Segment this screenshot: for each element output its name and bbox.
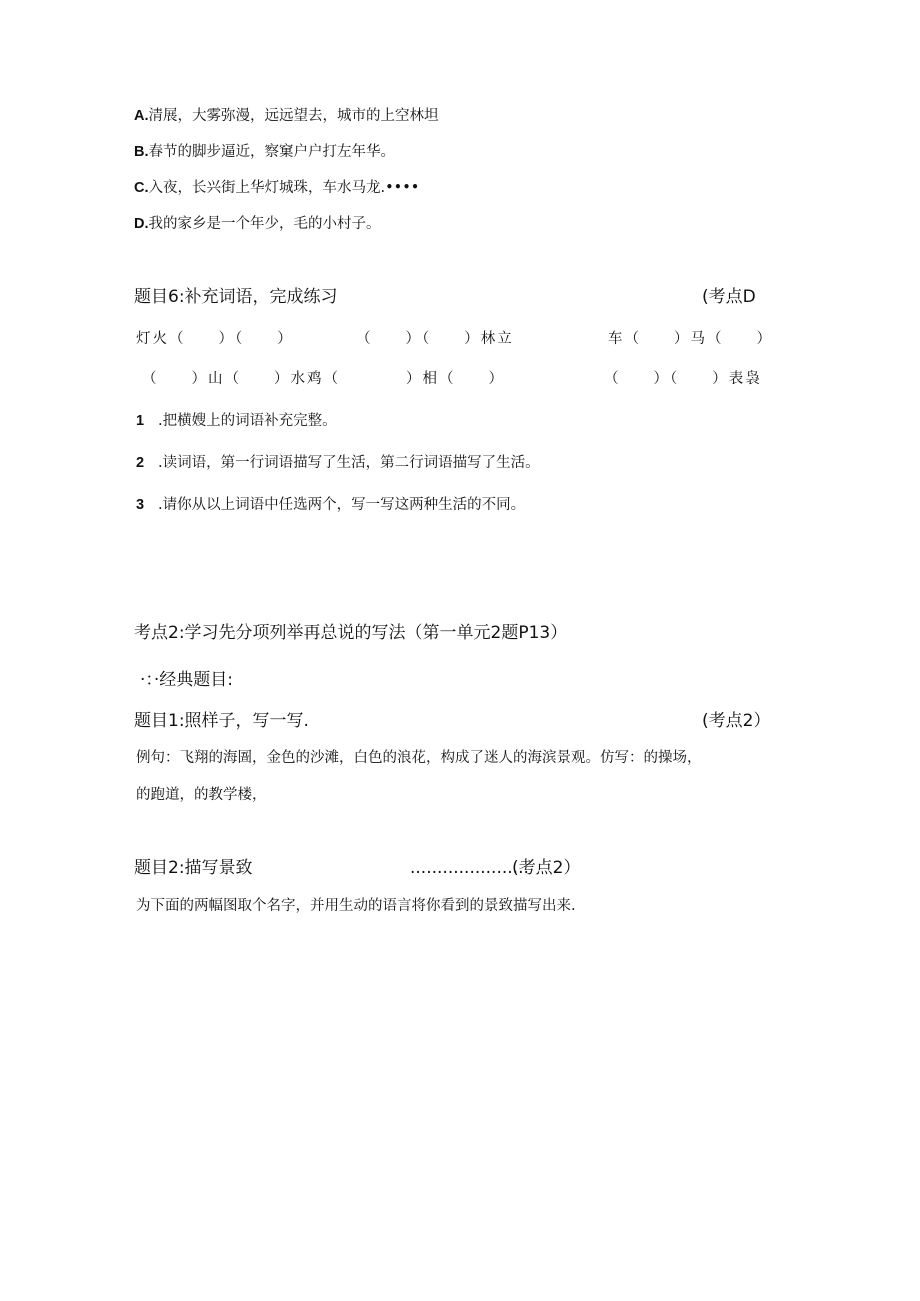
q6-task-2-num: 2	[136, 455, 145, 471]
q6-row2-group1: （ ）山（ ）水鸡（ ）相（ ）	[142, 371, 505, 387]
q2-instruction: 为下面的两幅图取个名字，并用生动的语言将你看到的景致描写出来.	[136, 898, 576, 914]
kp2-title: 考点2:学习先分项列举再总说的写法（第一单元2题P13）	[134, 623, 568, 643]
q6-row1-group3: 车（ ）马（ ）	[608, 331, 773, 347]
q1-example-line2: 的跑道，的教学楼，	[136, 787, 267, 803]
q6-task-2-text: .读词语，第一行词语描写了生活，第二行词语描写了生活。	[158, 455, 540, 471]
q1-title: 题目1:照样子，写一写.	[134, 711, 309, 731]
q2-title: 题目2:描写景致	[134, 858, 253, 878]
option-c-text: 入夜，长兴街上华灯城珠，车水马龙.••••	[148, 180, 420, 196]
option-a-text: 清展，大雾弥漫，远远望去，城市的上空林坦	[148, 108, 439, 124]
q6-title: 题目6:补充词语，完成练习	[134, 287, 338, 307]
option-d-text: 我的家乡是一个年少，毛的小村子。	[148, 216, 381, 232]
q2-dots: ......................	[410, 858, 529, 878]
q6-row2-group2: （ ）（ ）表袅	[604, 371, 762, 387]
kp2-classic-heading: ·：·经典题目:	[140, 670, 234, 690]
q1-example-line1: 例句：飞翔的海圄，金色的沙滩，白色的浪花，构成了迷人的海滨景观。仿写：的操场，	[136, 750, 702, 766]
q2-tag: (考点2）	[512, 858, 581, 878]
q6-task-1-num: 1	[136, 413, 145, 429]
option-b	[134, 142, 395, 162]
q6-task-2	[136, 453, 540, 473]
q6-row1-group1: 灯火（ ）（ ）	[136, 331, 294, 347]
option-b-text: 春节的脚步逼近，察窠户户打左年华。	[148, 144, 395, 160]
q6-task-3-num: 3	[136, 497, 145, 513]
q6-task-1-text: .把横嫂上的词语补充完整。	[158, 413, 337, 429]
option-b-label: B.	[134, 144, 149, 160]
q6-tag: (考点D	[702, 287, 756, 307]
option-c-label: C.	[134, 180, 149, 196]
option-d	[134, 214, 381, 234]
option-d-label: D.	[134, 216, 149, 232]
option-c	[134, 178, 419, 198]
q6-task-3-text: .请你从以上词语中任选两个，写一写这两种生活的不同。	[158, 497, 526, 513]
option-a-label: A.	[134, 108, 149, 124]
q6-row1-group2: （ ）（ ）林立	[356, 331, 514, 347]
q1-tag: (考点2）	[702, 711, 771, 731]
option-a	[134, 106, 439, 126]
q6-task-1	[136, 411, 337, 431]
q6-task-3	[136, 495, 525, 515]
